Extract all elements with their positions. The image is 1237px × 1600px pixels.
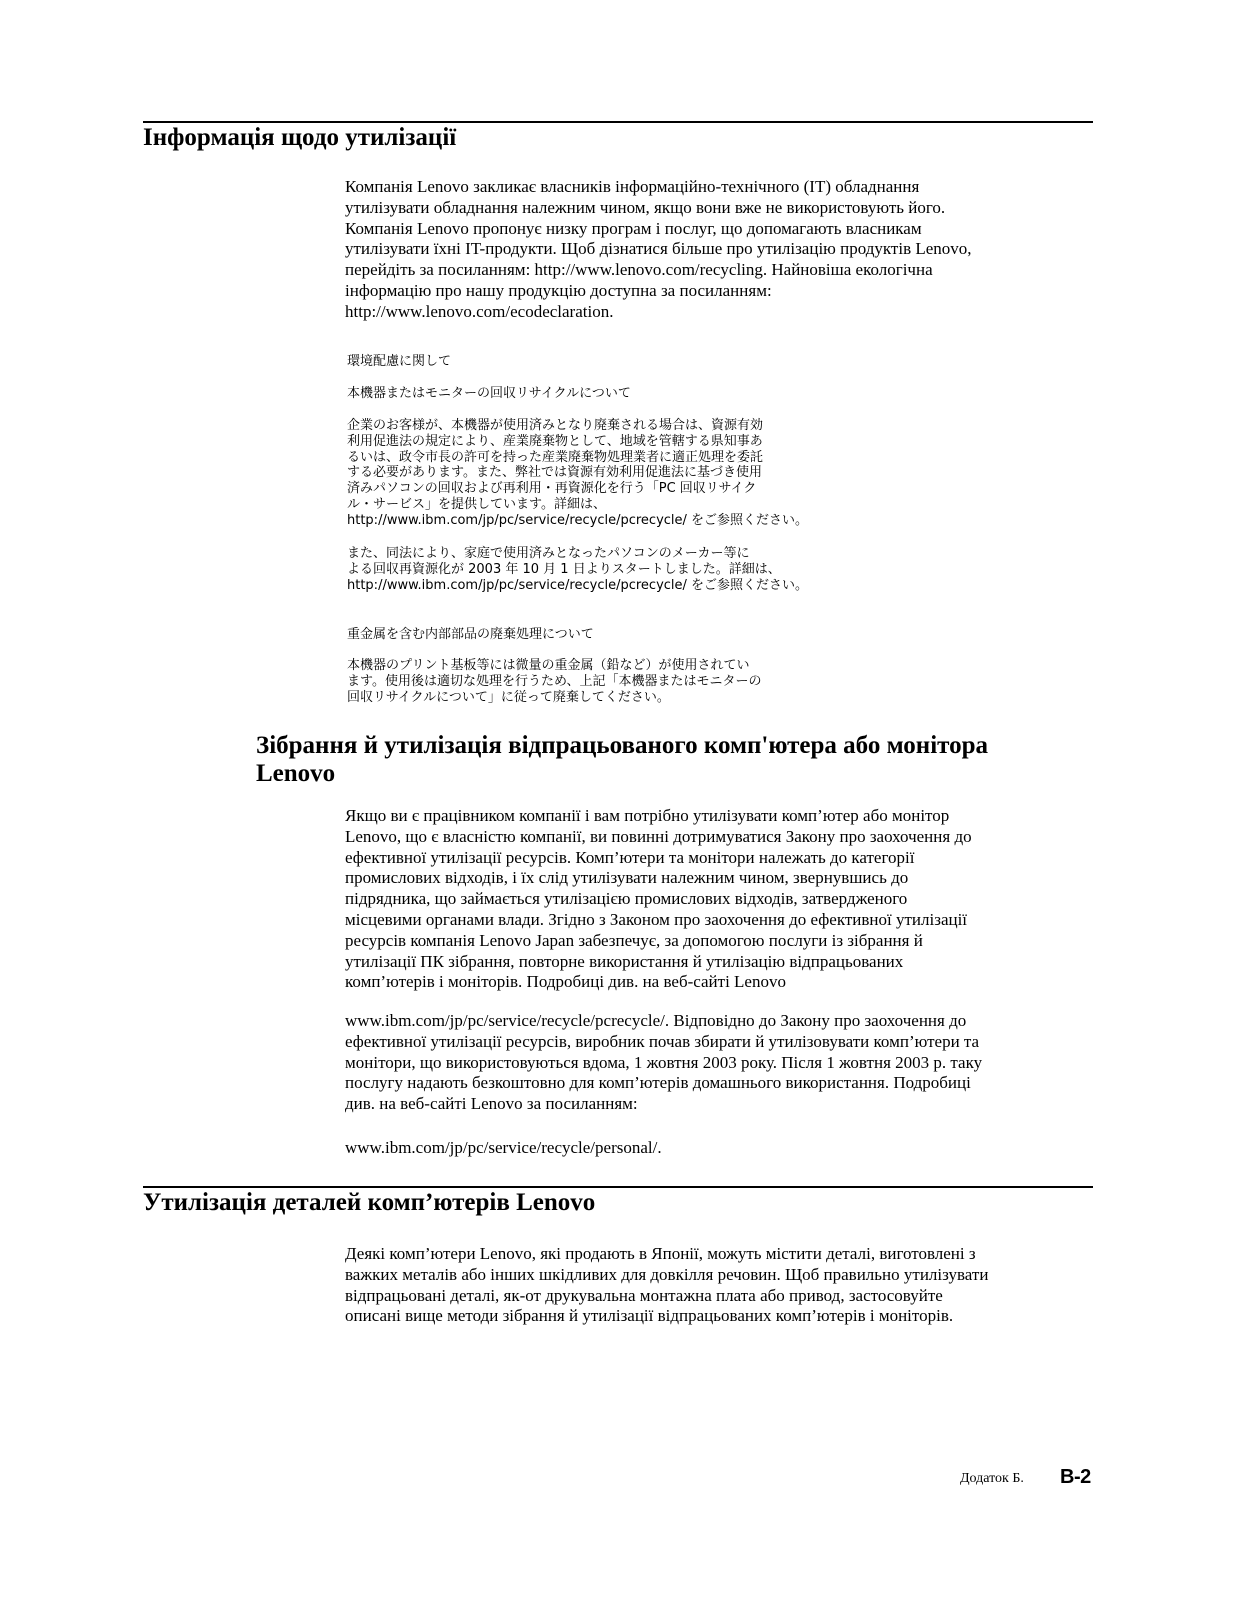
paragraph-line: www.ibm.com/jp/pc/service/recycle/pcrecycle/. Відповідно до Закону про заохочення до (345, 1011, 967, 1030)
paragraph-line: http://www.ibm.com/jp/pc/service/recycle/pcrecycle/ をご参照ください。 (347, 512, 809, 528)
paragraph-line: www.ibm.com/jp/pc/service/recycle/personal/. (345, 1138, 662, 1157)
paragraph-line: よる回収再資源化が 2003 年 10 月 1 日よりスタートしました。詳細は、 (347, 561, 781, 577)
paragraph-line: ефективної утилізації ресурсів. Комп’ютери та монітори належать до категорії (345, 847, 915, 867)
japanese-subheading-heavy-metals: 重金属を含む内部部品の廃棄処理について (347, 627, 594, 642)
paragraph-line: перейдіть за посиланням: http://www.lenovo.com/recycling. Найновіша екологічна (345, 260, 933, 280)
paragraph-line: ます。使用後は適切な処理を行うため、上記「本機器またはモニターの (347, 673, 762, 689)
section-title-parts-disposal: Утилізація деталей комп’ютерів Lenovo (143, 1189, 596, 1216)
paragraph-line: るいは、政令市長の許可を持った産業廃棄物処理業者に適正処理を委託 (347, 449, 764, 465)
paragraph-line: 済みパソコンの回収および再利用・再資源化を行う「PC 回収リサイク (347, 481, 757, 497)
paragraph-line: また、同法により、家庭で使用済みとなったパソコンのメーカー等に (347, 546, 750, 561)
section-title-collection (256, 732, 1096, 788)
recycling-info-paragraph (345, 177, 1095, 323)
paragraph-line: Lenovo, що є власністю компанії, ви повинні дотримуватися Закону про заохочення до (345, 826, 972, 846)
parts-disposal-paragraph (345, 1244, 1095, 1327)
title-line: Lenovo (256, 760, 336, 787)
paragraph-line: утилізувати їхні IT-продукти. Щоб дізнатися більше про утилізацію продуктів Lenovo, (345, 239, 972, 259)
paragraph-line: див. на веб-сайті Lenovo за посиланням: (345, 1094, 638, 1114)
japanese-heading: 環境配慮に関して (347, 354, 452, 369)
paragraph-line: ル・サービス」を提供しています。詳細は、 (347, 496, 606, 512)
paragraph-line: ефективної утилізації ресурсів, виробник почав збирати й утилізовувати комп’ютери та (345, 1031, 980, 1051)
paragraph-line: 回収リサイクルについて」に従って廃棄してください。 (347, 689, 670, 705)
paragraph-line: утилізації ПК зібрання, повторне використання й утилізацію відпрацьованих (345, 951, 904, 971)
japanese-subheading-recycling: 本機器またはモニターの回収リサイクルについて (347, 386, 631, 401)
japanese-paragraph-3 (347, 658, 761, 705)
paragraph-line: промислових відходів, і їх слід утилізувати належним чином, звернувшись до (345, 868, 909, 888)
paragraph-line: Компанія Lenovo закликає власників інформаційно-технічного (IT) обладнання (345, 177, 920, 196)
title-line: Зібрання й утилізація відпрацьованого комп'ютера або монітора (256, 732, 989, 759)
paragraph-line: ресурсів компанія Lenovo Japan забезпечує, за допомогою послуги із зібрання й (345, 930, 923, 950)
paragraph-line: Компанія Lenovo пропонує низку програм і послуг, що допомагають власникам (345, 218, 922, 238)
paragraph-line: послугу надають безкоштовно для комп’ютерів домашнього використання. Подробиці (345, 1073, 971, 1093)
paragraph-line: 本機器のプリント基板等には微量の重金属（鉛など）が使用されてい (347, 658, 750, 673)
paragraph-line: утилізувати обладнання належним чином, якщо вони вже не використовують його. (345, 197, 946, 217)
section-title-recycling-info: Інформація щодо утилізації (143, 124, 457, 151)
paragraph-line: підрядника, що займається утилізацією промислових відходів, затвердженого (345, 889, 908, 909)
collection-paragraph-2 (345, 1011, 1095, 1115)
paragraph-line: http://www.ibm.com/jp/pc/service/recycle/pcrecycle/ をご参照ください。 (347, 577, 809, 593)
paragraph-line: Якщо ви є працівником компанії і вам потрібно утилізувати комп’ютер або монітор (345, 806, 950, 825)
paragraph-line: важких металів або інших шкідливих для довкілля речовин. Щоб правильно утилізувати (345, 1264, 989, 1284)
paragraph-line: монітори, що використовуються вдома, 1 жовтня 2003 року. Після 1 жовтня 2003 р. таку (345, 1052, 983, 1072)
japanese-paragraph-1 (347, 418, 808, 529)
paragraph-line: Деякі комп’ютери Lenovo, які продають в Японії, можуть містити деталі, виготовлені з (345, 1244, 976, 1263)
collection-paragraph-1 (345, 806, 1095, 993)
paragraph-line: http://www.lenovo.com/ecodeclaration. (345, 301, 614, 321)
footer-appendix-label: Додаток Б. (960, 1471, 1024, 1486)
paragraph-line: する必要があります。また、弊社では資源有効利用促進法に基づき使用 (347, 465, 762, 481)
paragraph-line: 利用促進法の規定により、産業廃棄物として、地域を管轄する県知事あ (347, 433, 763, 449)
paragraph-line: місцевими органами влади. Згідно з Законом про заохочення до ефективної утилізації (345, 909, 968, 929)
paragraph-line: комп’ютерів і моніторів. Подробиці див. на веб-сайті Lenovo (345, 972, 786, 992)
paragraph-line: відпрацьовані деталі, як-от друкувальна монтажна плата або привод, застосовуйте (345, 1285, 943, 1305)
paragraph-line: описані вище методи зібрання й утилізації відпрацьованих комп’ютерів і моніторів. (345, 1306, 954, 1326)
collection-paragraph-3 (345, 1138, 1095, 1159)
footer-page-number: B-2 (1060, 1466, 1091, 1488)
paragraph-line: інформацію про нашу продукцію доступна за посиланням: (345, 280, 772, 300)
paragraph-line: 企業のお客様が、本機器が使用済みとなり廃棄される場合は、資源有効 (347, 418, 764, 433)
japanese-paragraph-2 (347, 546, 808, 593)
